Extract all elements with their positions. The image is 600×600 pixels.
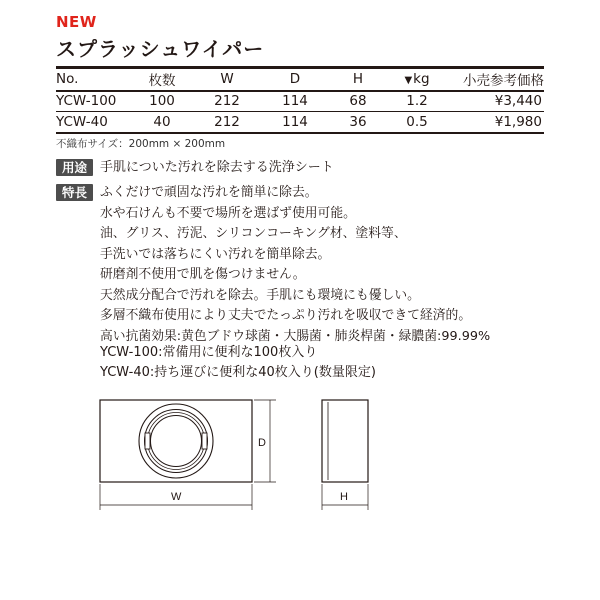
- header-no: No.: [56, 68, 132, 91]
- dispenser-latch-right: [202, 433, 207, 449]
- cell-count: 40: [132, 112, 192, 133]
- new-tag: NEW: [56, 13, 97, 31]
- box-side-outline: [322, 400, 368, 482]
- header-w: W: [192, 68, 262, 91]
- header-d: D: [262, 68, 328, 91]
- cell-no: YCW-40: [56, 112, 132, 133]
- cell-price: ¥1,980: [446, 112, 544, 133]
- features-badge: 特長: [56, 184, 93, 201]
- cell-d: 114: [262, 91, 328, 112]
- weight-mark-icon: ▼: [404, 75, 413, 87]
- cell-h: 36: [328, 112, 388, 133]
- cell-h: 68: [328, 91, 388, 112]
- cell-count: 100: [132, 91, 192, 112]
- feature-item: ふくだけで頑固な汚れを簡単に除去。: [100, 185, 318, 200]
- feature-item: 手洗いでは落ちにくい汚れを簡単除去。: [100, 246, 331, 262]
- sheet-size-note: 不織布サイズ：200mm × 200mm: [56, 138, 226, 150]
- header-kg-label: kg: [413, 71, 430, 88]
- cell-d: 114: [262, 112, 328, 133]
- feature-item: 研磨剤不使用で肌を傷つけません。: [100, 267, 306, 282]
- cell-w: 212: [192, 91, 262, 112]
- cell-kg: 0.5: [388, 112, 446, 133]
- model-item: YCW-100:常備用に便利な100枚入り: [100, 345, 318, 360]
- feature-item: 多層不織布使用により丈夫でたっぷり汚れを吸収できて経済的。: [100, 308, 472, 323]
- purpose-badge: 用途: [56, 159, 93, 176]
- model-item: YCW-40:持ち運びに便利な40枚入り(数量限定): [100, 364, 376, 380]
- header-price: 小売参考価格: [446, 68, 544, 91]
- dim-h-label: H: [340, 491, 348, 503]
- dispenser-latch-left: [145, 433, 150, 449]
- header-count: 枚数: [132, 68, 192, 91]
- cell-kg: 1.2: [388, 91, 446, 112]
- dim-w-label: W: [171, 491, 182, 503]
- feature-item: 天然成分配合で汚れを除去。手肌にも環境にも優しい。: [100, 287, 420, 303]
- product-title: スプラッシュワイパー: [56, 37, 265, 61]
- feature-item: 高い抗菌効果:黄色ブドウ球菌・大腸菌・肺炎桿菌・緑膿菌:99.99%: [100, 328, 491, 344]
- dim-d-label: D: [258, 437, 266, 449]
- cell-no: YCW-100: [56, 91, 132, 112]
- feature-item: 油、グリス、汚泥、シリコンコーキング材、塗料等、: [100, 226, 407, 241]
- cell-price: ¥3,440: [446, 91, 544, 112]
- front-view: [100, 400, 276, 510]
- dispenser-middle-ring: [145, 410, 208, 473]
- dispenser-inner-ring: [148, 413, 205, 470]
- dispenser-hole: [151, 416, 202, 467]
- feature-item: 水や石けんも不要で場所を選ばず使用可能。: [100, 205, 356, 221]
- purpose-text: 手肌についた汚れを除去する洗浄シート: [100, 160, 334, 175]
- header-h: H: [328, 68, 388, 91]
- cell-w: 212: [192, 112, 262, 133]
